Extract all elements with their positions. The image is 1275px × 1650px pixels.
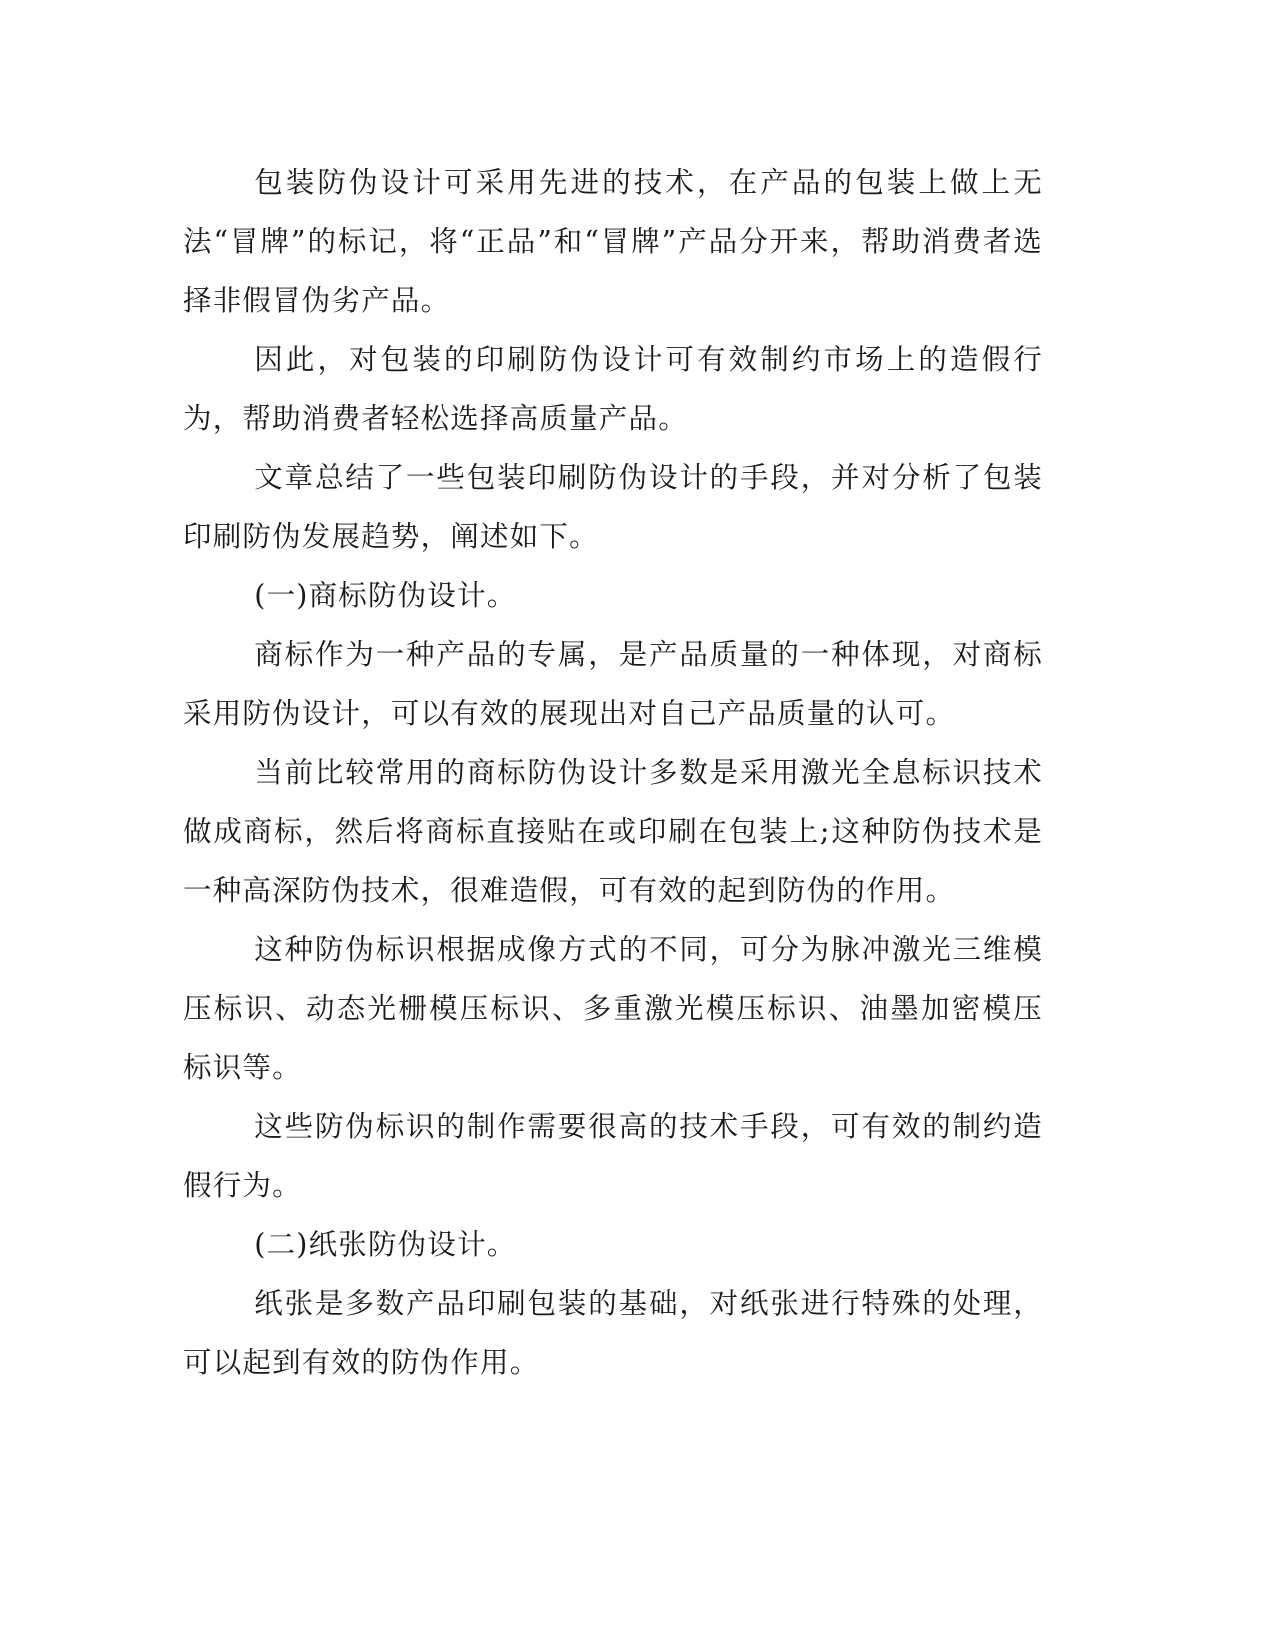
paragraph-label-types: 这种防伪标识根据成像方式的不同，可分为脉冲激光三维模压标识、动态光栅模压标识、多重激光模压标识、油墨加密模压标识等。 <box>183 933 1043 1084</box>
paragraph-paper: 纸张是多数产品印刷包装的基础，对纸张进行特殊的处理，可以起到有效的防伪作用。 <box>183 1287 1043 1379</box>
paragraph-holographic: 当前比较常用的商标防伪设计多数是采用激光全息标识技术做成商标，然后将商标直接贴在或印刷在包装上;这种防伪技术是一种高深防伪技术，很难造假，可有效的起到防伪的作用。 <box>183 756 1043 907</box>
paragraph-trademark-role: 商标作为一种产品的专属，是产品质量的一种体现，对商标采用防伪设计，可以有效的展现出对自己产品质量的认可。 <box>183 638 1043 730</box>
paragraph-intro: 包装防伪设计可采用先进的技术，在产品的包装上做上无法“冒牌”的标记，将“正品”和“冒牌”产品分开来，帮助消费者选择非假冒伪劣产品。 <box>183 166 1043 317</box>
section-heading-paper: (二)纸张防伪设计。 <box>254 1228 517 1261</box>
paragraph-therefore: 因此，对包装的印刷防伪设计可有效制约市场上的造假行为，帮助消费者轻松选择高质量产品。 <box>183 343 1043 435</box>
document-body <box>183 153 1043 1392</box>
section-heading-trademark: (一)商标防伪设计。 <box>254 579 517 612</box>
paragraph-summary: 文章总结了一些包装印刷防伪设计的手段，并对分析了包装印刷防伪发展趋势，阐述如下。 <box>183 461 1043 553</box>
paragraph-label-technique: 这些防伪标识的制作需要很高的技术手段，可有效的制约造假行为。 <box>183 1110 1043 1202</box>
